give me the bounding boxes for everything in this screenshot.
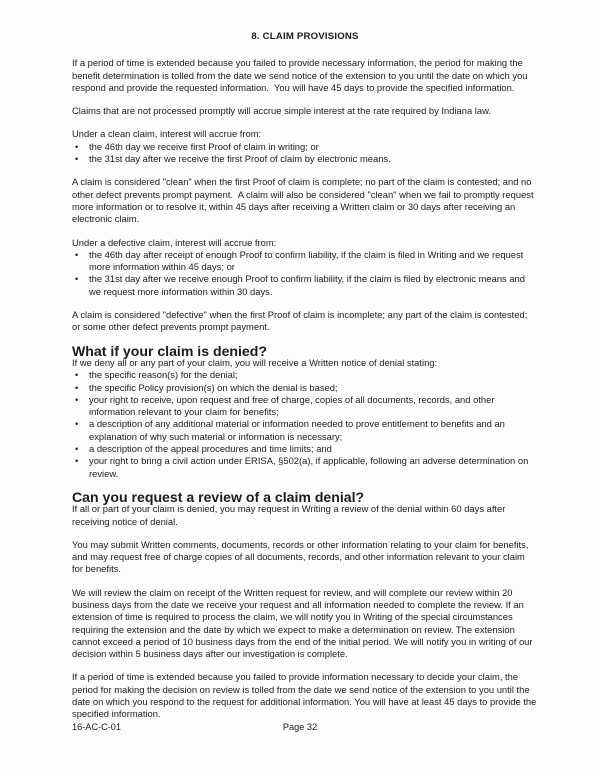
paragraph-defective-definition: A claim is considered "defective" when the first Proof of claim is incomplete; any part of the claim is contested; or some other defect prevents prompt payment. [72,309,530,333]
list-item: • your right to receive, upon request and free of charge, copies of all documents, records, and other information relevant to your claim for benefits; [72,394,538,419]
clean-claim-intro: Under a clean claim, interest will accrue from: [72,128,262,140]
paragraph-submit-comments: You may submit Written comments, documents, records or other information relating to your claim for benefits, and may request free of charge copies of all documents, records, and other information relevant to your claim for benefits. [72,538,532,575]
list-item: • a description of the appeal procedures and time limits; and [72,443,538,455]
heading-claim-denied: What if your claim is denied? [72,342,267,359]
page-number: Page 32 [282,722,318,732]
denied-section-bullet-list [72,369,538,480]
heading-review-request: Can you request a review of a claim denial? [72,488,365,505]
page-footer [0,721,600,734]
clean-claim-bullet-list [72,141,538,166]
form-number: 16-AC-C-01 [72,722,122,732]
denied-section-intro: If we deny all or any part of your claim, you will receive a Written notice of denial stating: [72,356,438,368]
paragraph-tolling-review: If a period of time is extended because you failed to provide information necessary to decide your claim, the period for making the decision on review is tolled from the date we send notice of the extension to you until the date on which you respond to the request for additional information. You will have at least 45 days to provide the specified information. [72,671,539,720]
paragraph-tolling-benefit: If a period of time is extended because you failed to provide necessary information, the period for making the benefit determination is tolled from the date we send notice of the extension to you until the date on which you respond and provide the requested information. You will have 45 days to provide the specified information. [72,57,531,93]
paragraph-review-request: If all or part of your claim is denied, you may request in Writing a review of the denial within 60 days after receiving notice of denial. [72,503,508,527]
paragraph-interest-rate: Claims that are not processed promptly will accrue simple interest at the rate required by Indiana law. [72,105,491,117]
defective-claim-bullet-list [72,249,538,298]
list-item: • the specific Policy provision(s) on which the denial is based; [72,382,538,394]
list-item: • the 31st day after we receive enough Proof to confirm liability, if the claim is filed by electronic means and we request more information within 30 days. [72,273,538,298]
list-item: • the 46th day after receipt of enough Proof to confirm liability, if the claim is filed in Writing and we request more information within 45 days; or [72,249,538,274]
defective-claim-intro: Under a defective claim, interest will accrue from: [72,236,277,248]
page-title: 8. CLAIM PROVISIONS [251,31,359,42]
list-item: • the 46th day we receive first Proof of claim in writing; or [72,141,538,153]
list-item: • the 31st day after we receive the first Proof of claim by electronic means. [72,153,538,165]
list-item: • a description of any additional material or information needed to prove entitlement to benefits and an explanation of why such material or information is necessary; [72,418,538,443]
paragraph-review-process: We will review the claim on receipt of the Written request for review, and will complete our review within 20 business days from the date we receive your request and all information needed to complete the review. If an extension of time is required to process the claim, we will notify you in Writing of the special circumstances requiring the extension and the date by which we expect to make a determination on review. The extension cannot exceed a period of 10 business days from the end of the initial period. We will notify you in writing of our decision within 5 business days after our investigation is complete. [72,586,536,660]
list-item: • your right to bring a civil action under ERISA, §502(a), if applicable, following an adverse determination on review. [72,455,538,480]
list-item: • the specific reason(s) for the denial; [72,369,538,381]
document-content [72,31,538,732]
paragraph-clean-definition: A claim is considered "clean" when the first Proof of claim is complete; no part of the claim is contested; and no other defect prevents prompt payment. A claim will also be considered "clean" when we fail to promptly request more information or to resolve it, within 45 days after receiving a Written claim or 30 days after receiving an electronic claim. [72,176,537,225]
